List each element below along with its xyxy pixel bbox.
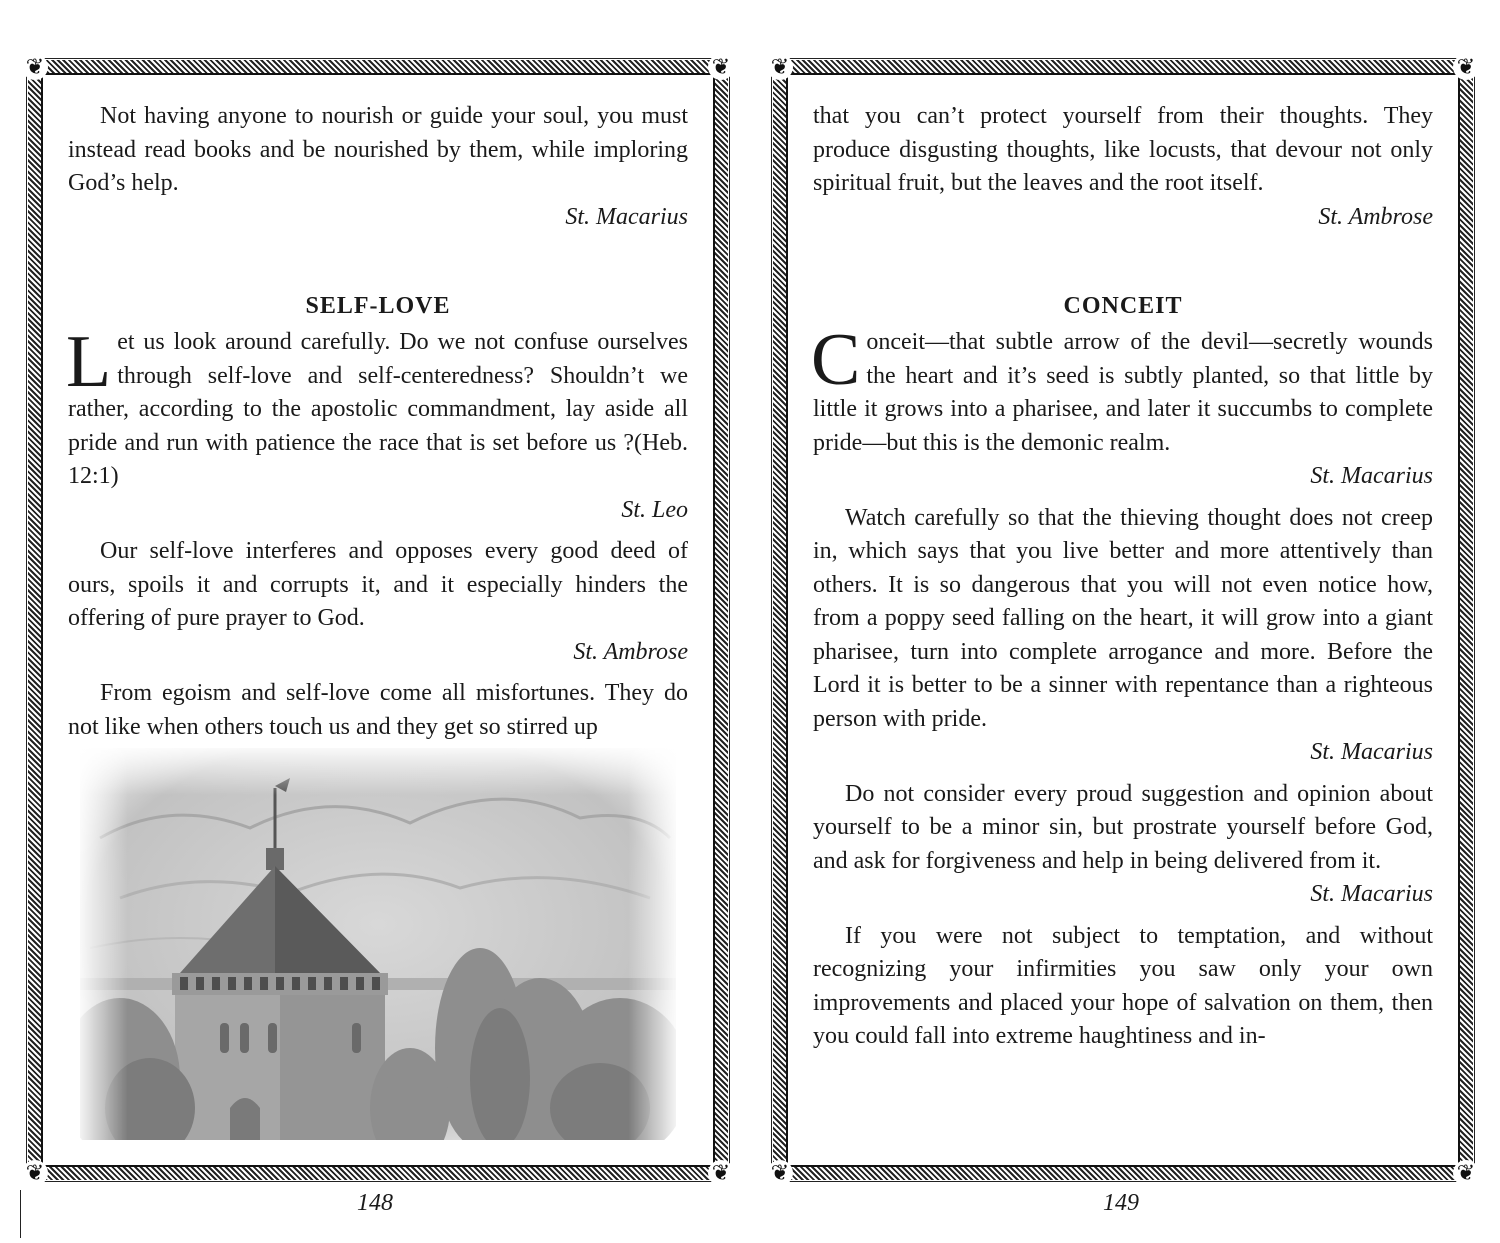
ornament-icon: ❦ xyxy=(1453,54,1479,80)
tower-sketch xyxy=(80,748,676,1140)
right-page xyxy=(770,54,1476,1185)
quote-text: From egoism and self-love come all misfortunes. They do not like when others touch us and they get so stirred up xyxy=(68,680,688,740)
quote-text: Not having anyone to nourish or guide your soul, you must instead read books and be nourished by them, while imploring God’s help. xyxy=(68,103,688,196)
ornament-icon: ❦ xyxy=(767,1160,793,1186)
page-text xyxy=(813,100,1433,1054)
quote-author: St. Macarius xyxy=(565,203,688,230)
quote-text: Conceit—that subtle arrow of the devil—secretly wounds the heart and it’s seed is subtly planted, so that little by little it grows into a pharisee, and later it succumbs to complete pride—but this is the demonic realm. xyxy=(811,319,1433,456)
quote-author: St. Leo xyxy=(621,496,688,523)
quote-text: Our self-love interferes and opposes every good deed of ours, spoils it and corrupts it, and it especially hinders the offering of pure prayer to God. xyxy=(68,538,688,631)
left-page xyxy=(25,54,731,1185)
quote-author: St. Macarius xyxy=(1310,739,1433,765)
page-edge-line xyxy=(20,1190,21,1238)
drop-cap: C xyxy=(811,319,861,401)
quote-text: that you can’t protect yourself from their thoughts. They produce disgusting thoughts, like locusts, that devour not only spiritual fruit, but the leaves and the root itself. xyxy=(813,103,1433,196)
monastery-tower-illustration xyxy=(80,748,676,1140)
ornament-icon: ❦ xyxy=(1453,1160,1479,1186)
ornament-icon: ❦ xyxy=(767,54,793,80)
quote-author: St. Macarius xyxy=(1310,463,1433,489)
quote-author: St. Macarius xyxy=(1310,881,1433,907)
quote-author: St. Ambrose xyxy=(573,638,688,665)
ornament-icon: ❦ xyxy=(22,1160,48,1186)
ornament-icon: ❦ xyxy=(708,54,734,80)
page-text xyxy=(68,100,688,744)
quote-text: Watch carefully so that the thieving thought does not creep in, which says that you live better and more attentively than others. It is so dangerous that you will not even notice how, from a poppy seed falling on the heart, it will grow into a giant pharisee, turn into complete arrogance and more. Before the Lord it is better to be a sinner with repentance than a righteous person with pride. xyxy=(813,504,1433,732)
section-heading: CONCEIT xyxy=(1063,293,1183,319)
drop-cap: L xyxy=(66,321,112,403)
quote-text: If you were not subject to temptation, and without recognizing your infirmities you saw only your own improvements and placed your hope of salvation on them, then you could fall into extreme haughtiness and in- xyxy=(813,922,1433,1049)
ornament-icon: ❦ xyxy=(708,1160,734,1186)
page-number-left: 148 xyxy=(357,1190,393,1216)
quote-text: Let us look around carefully. Do we not confuse ourselves through self-love and self-centeredness? Shouldn’t we rather, according to the apostolic commandment, lay aside all pride and run with patience the race that is set before us ?(Heb. 12:1) xyxy=(66,321,688,489)
quote-author: St. Ambrose xyxy=(1318,203,1433,230)
quote-text: Do not consider every proud suggestion and opinion about yourself to be a minor sin, but prostrate yourself before God, and ask for forgiveness and help in being delivered from it. xyxy=(813,780,1433,874)
section-heading: SELF-LOVE xyxy=(305,293,451,319)
ornament-icon: ❦ xyxy=(22,54,48,80)
page-number-right: 149 xyxy=(1103,1190,1139,1216)
